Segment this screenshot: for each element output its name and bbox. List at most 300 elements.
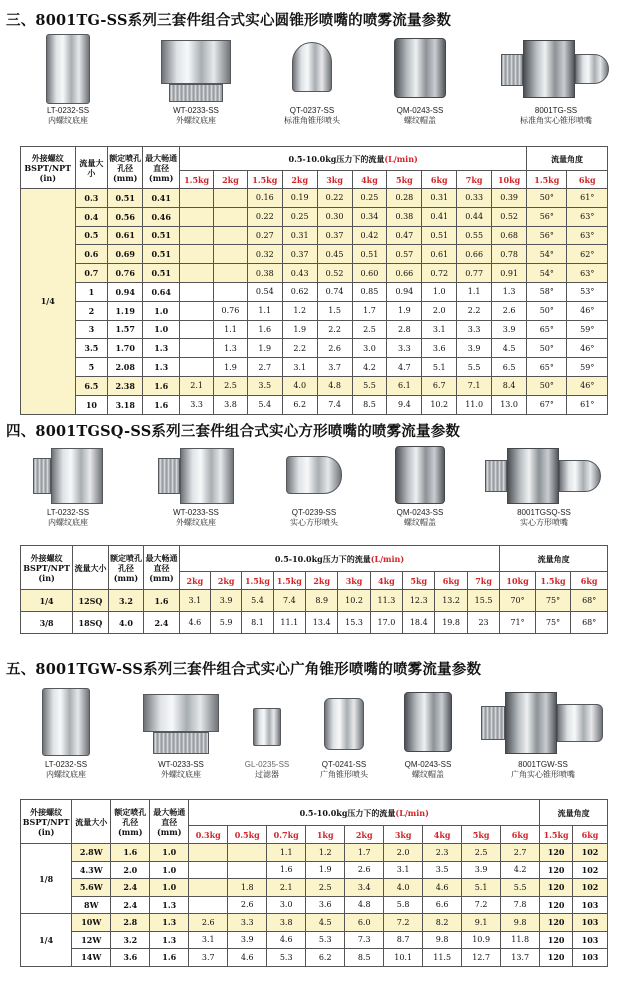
hex-body-image — [180, 448, 234, 504]
table-cell: 7.1 — [457, 376, 492, 395]
table-cell: 0.51 — [143, 226, 180, 245]
table-cell: 13.4 — [306, 612, 338, 634]
pressure-label: 7kg — [467, 572, 500, 590]
square-tip-image — [286, 456, 342, 494]
wide-tip-image — [324, 698, 364, 750]
col-header-passage: 最大畅通直径 (mm) — [150, 800, 189, 844]
table-cell: 6.7 — [422, 376, 457, 395]
table-cell: 3.18 — [108, 395, 143, 414]
table-cell: 1.0 — [422, 282, 457, 301]
table-cell: 5.3 — [306, 931, 345, 949]
table-cell: 4.6 — [267, 931, 306, 949]
table-cell: 3.2 — [108, 590, 144, 612]
table-cell: 0.41 — [143, 189, 180, 208]
table-cell: 2.4 — [111, 896, 150, 914]
filter-image — [253, 708, 281, 746]
table-cell: 1.1 — [214, 320, 248, 339]
col-header-angle: 流量角度 — [500, 546, 608, 572]
part-qm-0243-c: QM-0243-SS 螺纹帽盖 — [386, 688, 470, 780]
table-cell: 0.94 — [108, 282, 143, 301]
table-cell: 0.34 — [352, 207, 387, 226]
flow-table-tg — [20, 146, 608, 415]
table-cell: 65° — [527, 320, 567, 339]
table-cell: 4.0 — [282, 376, 317, 395]
pressure-label: 2kg — [306, 572, 338, 590]
assembled-nozzle-image — [505, 692, 557, 754]
angle-pressure-label: 6kg — [573, 826, 608, 844]
table-cell: 0.46 — [143, 207, 180, 226]
table-cell: 46° — [567, 376, 608, 395]
table-cell: 0.91 — [492, 264, 527, 283]
table-cell: 1.8 — [228, 879, 267, 897]
table-cell: 67° — [527, 395, 567, 414]
table-cell: 50° — [527, 376, 567, 395]
table-cell: 102 — [573, 861, 608, 879]
table-cell: 11.0 — [457, 395, 492, 414]
table-cell: 11.8 — [501, 931, 540, 949]
table-cell: 2.6 — [345, 861, 384, 879]
table-cell: 11.5 — [423, 949, 462, 967]
table-cell: 1.6 — [267, 861, 306, 879]
table-cell: 3.0 — [352, 339, 387, 358]
table-cell — [214, 264, 248, 283]
table-cell: 1.1 — [457, 282, 492, 301]
table-cell: 0.61 — [422, 245, 457, 264]
col-header-conn: 外接螺纹 BSPT/NPT (in) — [21, 800, 72, 844]
table-cell: 9.1 — [462, 914, 501, 932]
table-cell: 53° — [567, 282, 608, 301]
part-wt-0233: WT-0233-SS 外螺纹底座 — [156, 34, 236, 126]
table-cell: 10.9 — [462, 931, 501, 949]
table-cell: 0.78 — [492, 245, 527, 264]
table-cell: 0.51 — [108, 189, 143, 208]
assembled-nozzle-image — [523, 40, 575, 98]
table-cell: 54° — [527, 245, 567, 264]
table-cell: 0.5 — [75, 226, 108, 245]
pressure-label: 1.5kg — [247, 171, 282, 189]
table-cell: 8.5 — [345, 949, 384, 967]
pressure-label: 4kg — [352, 171, 387, 189]
part-qm-0243-b: QM-0243-SS 螺纹帽盖 — [380, 446, 460, 528]
table-cell: 1.1 — [267, 844, 306, 862]
table-cell: 1.3 — [143, 358, 180, 377]
table-cell: 2.5 — [352, 320, 387, 339]
table-cell: 18.4 — [403, 612, 435, 634]
table-cell: 0.66 — [387, 264, 422, 283]
part-qt-0241: QT-0241-SS 广角锥形喷头 — [302, 688, 386, 780]
table-cell: 2.2 — [282, 339, 317, 358]
table-cell: 61° — [567, 189, 608, 208]
table-cell: 1.2 — [306, 844, 345, 862]
table-cell: 0.76 — [108, 264, 143, 283]
part-lt-0232-c: LT-0232-SS 内螺纹底座 — [26, 688, 106, 780]
table-cell: 68° — [571, 590, 608, 612]
table-cell — [180, 301, 214, 320]
table-cell: 0.74 — [317, 282, 352, 301]
table-cell: 1.9 — [247, 339, 282, 358]
table-cell: 15.3 — [338, 612, 370, 634]
col-header-flow: 流量大小 — [72, 800, 111, 844]
table-cell: 4.6 — [228, 949, 267, 967]
table-row — [21, 207, 608, 226]
table-cell: 7.8 — [501, 896, 540, 914]
table-cell: 2.4 — [144, 612, 180, 634]
table-cell: 2.6 — [492, 301, 527, 320]
pressure-label: 6kg — [501, 826, 540, 844]
table-cell: 120 — [540, 931, 573, 949]
table-cell — [180, 320, 214, 339]
pressure-label: 5kg — [387, 171, 422, 189]
table-cell: 3.1 — [189, 931, 228, 949]
table-cell: 1.0 — [150, 861, 189, 879]
table-cell: 3.3 — [457, 320, 492, 339]
table-cell: 1.6 — [247, 320, 282, 339]
table-cell: 12SQ — [73, 590, 109, 612]
table-cell: 1.7 — [345, 844, 384, 862]
table-cell: 103 — [573, 914, 608, 932]
table-cell — [214, 282, 248, 301]
table-cell: 120 — [540, 949, 573, 967]
table-cell: 0.57 — [387, 245, 422, 264]
table-cell — [228, 844, 267, 862]
table-cell: 71° — [500, 612, 536, 634]
table-row — [21, 226, 608, 245]
table-cell: 1.3 — [150, 931, 189, 949]
connection-size: 1/8 — [21, 844, 72, 914]
table-cell: 9.4 — [387, 395, 422, 414]
hex-body-image — [161, 40, 231, 84]
table-cell: 2.8 — [387, 320, 422, 339]
table-row — [21, 612, 608, 634]
table-cell: 0.28 — [387, 189, 422, 208]
table-cell: 0.77 — [457, 264, 492, 283]
table-cell: 12.3 — [403, 590, 435, 612]
table-cell: 0.51 — [352, 245, 387, 264]
table-cell — [180, 339, 214, 358]
pressure-label: 1.5kg — [242, 572, 273, 590]
table-cell: 2.5 — [214, 376, 248, 395]
table-cell: 4.8 — [345, 896, 384, 914]
table-cell: 2.38 — [108, 376, 143, 395]
table-cell: 8.9 — [306, 590, 338, 612]
thread-image — [169, 84, 223, 102]
table-cell: 102 — [573, 879, 608, 897]
angle-pressure-label: 6kg — [567, 171, 608, 189]
table-cell: 50° — [527, 189, 567, 208]
table-cell: 1.0 — [143, 320, 180, 339]
table-cell: 56° — [527, 226, 567, 245]
table-cell: 0.68 — [492, 226, 527, 245]
table-cell: 0.61 — [108, 226, 143, 245]
table-cell: 0.25 — [352, 189, 387, 208]
col-header-passage: 最大畅通直径 (mm) — [143, 147, 180, 189]
table-row — [21, 931, 608, 949]
table-cell: 1.6 — [143, 376, 180, 395]
table-cell: 61° — [567, 395, 608, 414]
part-8001tgw: 8001TGW-SS 广角实心锥形喷嘴 — [480, 688, 606, 780]
col-header-orifice: 额定喷孔孔径 (mm) — [108, 147, 143, 189]
col-header-flow: 流量大小 — [75, 147, 108, 189]
table-cell: 3/8 — [21, 612, 73, 634]
table-cell: 1.1 — [247, 301, 282, 320]
table-cell: 23 — [467, 612, 500, 634]
table-cell: 50° — [527, 301, 567, 320]
table-cell: 1.2 — [282, 301, 317, 320]
pressure-label: 2kg — [211, 572, 242, 590]
table-cell: 6.2 — [306, 949, 345, 967]
table-cell: 4.2 — [352, 358, 387, 377]
table-cell: 0.25 — [282, 207, 317, 226]
pressure-label: 5kg — [462, 826, 501, 844]
table-cell — [180, 358, 214, 377]
table-cell: 18SQ — [73, 612, 109, 634]
table-cell: 1.19 — [108, 301, 143, 320]
part-qm-0243: QM-0243-SS 螺纹帽盖 — [380, 34, 460, 126]
table-cell: 5.3 — [267, 949, 306, 967]
table-cell: 0.37 — [317, 226, 352, 245]
table-cell: 68° — [571, 612, 608, 634]
table-row — [21, 320, 608, 339]
table-cell: 0.19 — [282, 189, 317, 208]
table-cell: 0.69 — [108, 245, 143, 264]
table-cell: 1.9 — [306, 861, 345, 879]
table-cell: 0.66 — [457, 245, 492, 264]
table-cell — [180, 226, 214, 245]
table-cell: 5.6W — [72, 879, 111, 897]
table-cell: 2.5 — [306, 879, 345, 897]
table-cell: 19.8 — [435, 612, 467, 634]
pressure-label: 1.5kg — [180, 171, 214, 189]
pressure-label: 0.3kg — [189, 826, 228, 844]
table-cell: 120 — [540, 844, 573, 862]
angle-pressure-label: 1.5kg — [527, 171, 567, 189]
table-cell: 10W — [72, 914, 111, 932]
table-cell: 5.4 — [247, 395, 282, 414]
table-row — [21, 339, 608, 358]
table-cell: 10.2 — [422, 395, 457, 414]
table-cell: 3.6 — [306, 896, 345, 914]
table-cell: 0.37 — [282, 245, 317, 264]
part-gl-0235: GL-0235-SS 过滤器 — [228, 688, 306, 780]
table-cell: 5.9 — [211, 612, 242, 634]
table-cell: 4.0 — [108, 612, 144, 634]
table-cell: 5.8 — [384, 896, 423, 914]
pressure-label: 4kg — [370, 572, 402, 590]
table-cell: 3.8 — [214, 395, 248, 414]
table-cell: 5.5 — [457, 358, 492, 377]
table-cell — [189, 861, 228, 879]
table-row — [21, 879, 608, 897]
connection-size: 1/4 — [21, 914, 72, 967]
table-cell: 3.4 — [345, 879, 384, 897]
table-cell: 2.8W — [72, 844, 111, 862]
section-title-tgw: 五、8001TGW-SS系列三套件组合式实心广角锥形喷嘴的喷雾流量参数 — [6, 661, 482, 678]
cap-image — [394, 38, 446, 98]
table-cell: 2.6 — [317, 339, 352, 358]
table-cell: 4.5 — [306, 914, 345, 932]
col-header-flowrate: 0.5-10.0kg压力下的流量(L/min) — [180, 147, 527, 171]
table-cell: 1.0 — [143, 301, 180, 320]
table-cell: 4.7 — [387, 358, 422, 377]
table-cell: 0.41 — [422, 207, 457, 226]
table-cell: 0.72 — [422, 264, 457, 283]
table-cell: 7.2 — [384, 914, 423, 932]
connection-size: 1/4 — [21, 189, 76, 415]
table-cell: 65° — [527, 358, 567, 377]
hex-nut-image — [42, 688, 90, 756]
table-cell: 75° — [535, 590, 571, 612]
table-cell: 5.4 — [242, 590, 273, 612]
table-cell: 6.1 — [387, 376, 422, 395]
table-cell: 3.9 — [462, 861, 501, 879]
table-cell: 0.31 — [282, 226, 317, 245]
part-lt-0232: LT-0232-SS 内螺纹底座 — [28, 34, 108, 126]
table-cell — [189, 896, 228, 914]
table-cell: 0.94 — [387, 282, 422, 301]
pressure-label: 7kg — [457, 171, 492, 189]
angle-pressure-label: 1.5kg — [535, 572, 571, 590]
table-cell: 9.8 — [423, 931, 462, 949]
table-cell: 13.7 — [501, 949, 540, 967]
table-cell: 0.51 — [143, 264, 180, 283]
table-row — [21, 376, 608, 395]
table-cell: 9.8 — [501, 914, 540, 932]
table-cell: 59° — [567, 358, 608, 377]
table-cell: 17.0 — [370, 612, 402, 634]
table-cell: 1.0 — [150, 879, 189, 897]
table-cell: 3 — [75, 320, 108, 339]
table-row — [21, 590, 608, 612]
part-lt-0232-b: LT-0232-SS 内螺纹底座 — [28, 446, 108, 528]
table-cell: 46° — [567, 301, 608, 320]
table-cell: 2.6 — [228, 896, 267, 914]
table-cell: 120 — [540, 914, 573, 932]
table-cell: 0.64 — [143, 282, 180, 301]
table-cell: 3.7 — [189, 949, 228, 967]
table-cell: 0.27 — [247, 226, 282, 245]
table-cell — [180, 189, 214, 208]
part-qt-0239: QT-0239-SS 实心方形喷头 — [274, 446, 354, 528]
col-header-flow: 流量大小 — [73, 546, 109, 590]
table-cell: 0.62 — [282, 282, 317, 301]
table-cell: 6.5 — [492, 358, 527, 377]
table-cell: 102 — [573, 844, 608, 862]
table-cell: 2.0 — [111, 861, 150, 879]
table-cell: 1.3 — [150, 896, 189, 914]
col-header-flowrate: 0.5-10.0kg压力下的流量(L/min) — [179, 546, 500, 572]
table-cell: 10 — [75, 395, 108, 414]
table-cell: 2.6 — [189, 914, 228, 932]
table-cell: 3.9 — [492, 320, 527, 339]
table-row — [21, 844, 608, 862]
table-cell: 0.33 — [457, 189, 492, 208]
table-cell: 6.2 — [282, 395, 317, 414]
pressure-label: 2kg — [214, 171, 248, 189]
table-cell: 0.3 — [75, 189, 108, 208]
section-title-tg: 三、8001TG-SS系列三套件组合式实心圆锥形喷嘴的喷雾流量参数 — [6, 12, 452, 29]
table-cell: 5.1 — [422, 358, 457, 377]
table-cell: 3.1 — [384, 861, 423, 879]
table-cell: 2.3 — [423, 844, 462, 862]
table-cell: 120 — [540, 879, 573, 897]
table-cell: 0.56 — [108, 207, 143, 226]
pressure-label: 6kg — [435, 572, 467, 590]
table-row — [21, 245, 608, 264]
table-cell — [214, 245, 248, 264]
table-cell: 0.43 — [282, 264, 317, 283]
table-cell: 12.7 — [462, 949, 501, 967]
table-cell: 5.5 — [352, 376, 387, 395]
table-cell: 12W — [72, 931, 111, 949]
table-cell: 3.6 — [111, 949, 150, 967]
table-cell: 4.3W — [72, 861, 111, 879]
pressure-label: 2kg — [179, 572, 210, 590]
part-qt-0237: QT-0237-SS 标准角锥形喷头 — [272, 34, 352, 126]
table-cell: 1.3 — [214, 339, 248, 358]
table-cell: 2.4 — [111, 879, 150, 897]
pressure-label: 2kg — [345, 826, 384, 844]
table-row — [21, 358, 608, 377]
table-cell: 0.54 — [247, 282, 282, 301]
pressure-label: 0.7kg — [267, 826, 306, 844]
table-cell: 0.52 — [317, 264, 352, 283]
table-row — [21, 949, 608, 967]
table-cell — [228, 861, 267, 879]
table-cell: 2.5 — [462, 844, 501, 862]
table-cell: 13.0 — [492, 395, 527, 414]
table-cell: 7.3 — [345, 931, 384, 949]
table-cell: 3.1 — [179, 590, 210, 612]
angle-pressure-label: 6kg — [571, 572, 608, 590]
pressure-label: 1.5kg — [273, 572, 305, 590]
table-cell: 1.9 — [214, 358, 248, 377]
table-cell: 1.6 — [111, 844, 150, 862]
table-cell: 8.2 — [423, 914, 462, 932]
flow-table-tgw — [20, 799, 608, 967]
col-header-angle: 流量角度 — [540, 800, 608, 826]
table-cell: 8W — [72, 896, 111, 914]
table-cell: 1.6 — [143, 395, 180, 414]
table-cell: 1.9 — [387, 301, 422, 320]
table-cell: 1.9 — [282, 320, 317, 339]
table-cell — [214, 189, 248, 208]
table-cell: 4.5 — [492, 339, 527, 358]
table-row — [21, 282, 608, 301]
table-cell: 1.57 — [108, 320, 143, 339]
table-cell: 103 — [573, 896, 608, 914]
col-header-flowrate: 0.5-10.0kg压力下的流量(L/min) — [189, 800, 540, 826]
table-cell: 2.1 — [267, 879, 306, 897]
pressure-label: 3kg — [338, 572, 370, 590]
table-cell: 1 — [75, 282, 108, 301]
table-cell: 54° — [527, 264, 567, 283]
table-cell: 0.39 — [492, 189, 527, 208]
table-cell: 62° — [567, 245, 608, 264]
angle-pressure-label: 1.5kg — [540, 826, 573, 844]
pressure-label: 2kg — [282, 171, 317, 189]
table-cell: 103 — [573, 931, 608, 949]
angle-pressure-label: 10kg — [500, 572, 536, 590]
table-cell: 0.4 — [75, 207, 108, 226]
table-cell: 0.51 — [422, 226, 457, 245]
table-cell: 4.6 — [179, 612, 210, 634]
section-title-tgsq: 四、8001TGSQ-SS系列三套件组合式实心方形喷嘴的喷雾流量参数 — [6, 423, 461, 440]
table-cell: 6.0 — [345, 914, 384, 932]
table-cell: 2.2 — [317, 320, 352, 339]
pressure-label: 4kg — [423, 826, 462, 844]
table-cell: 11.3 — [370, 590, 402, 612]
table-cell: 0.16 — [247, 189, 282, 208]
